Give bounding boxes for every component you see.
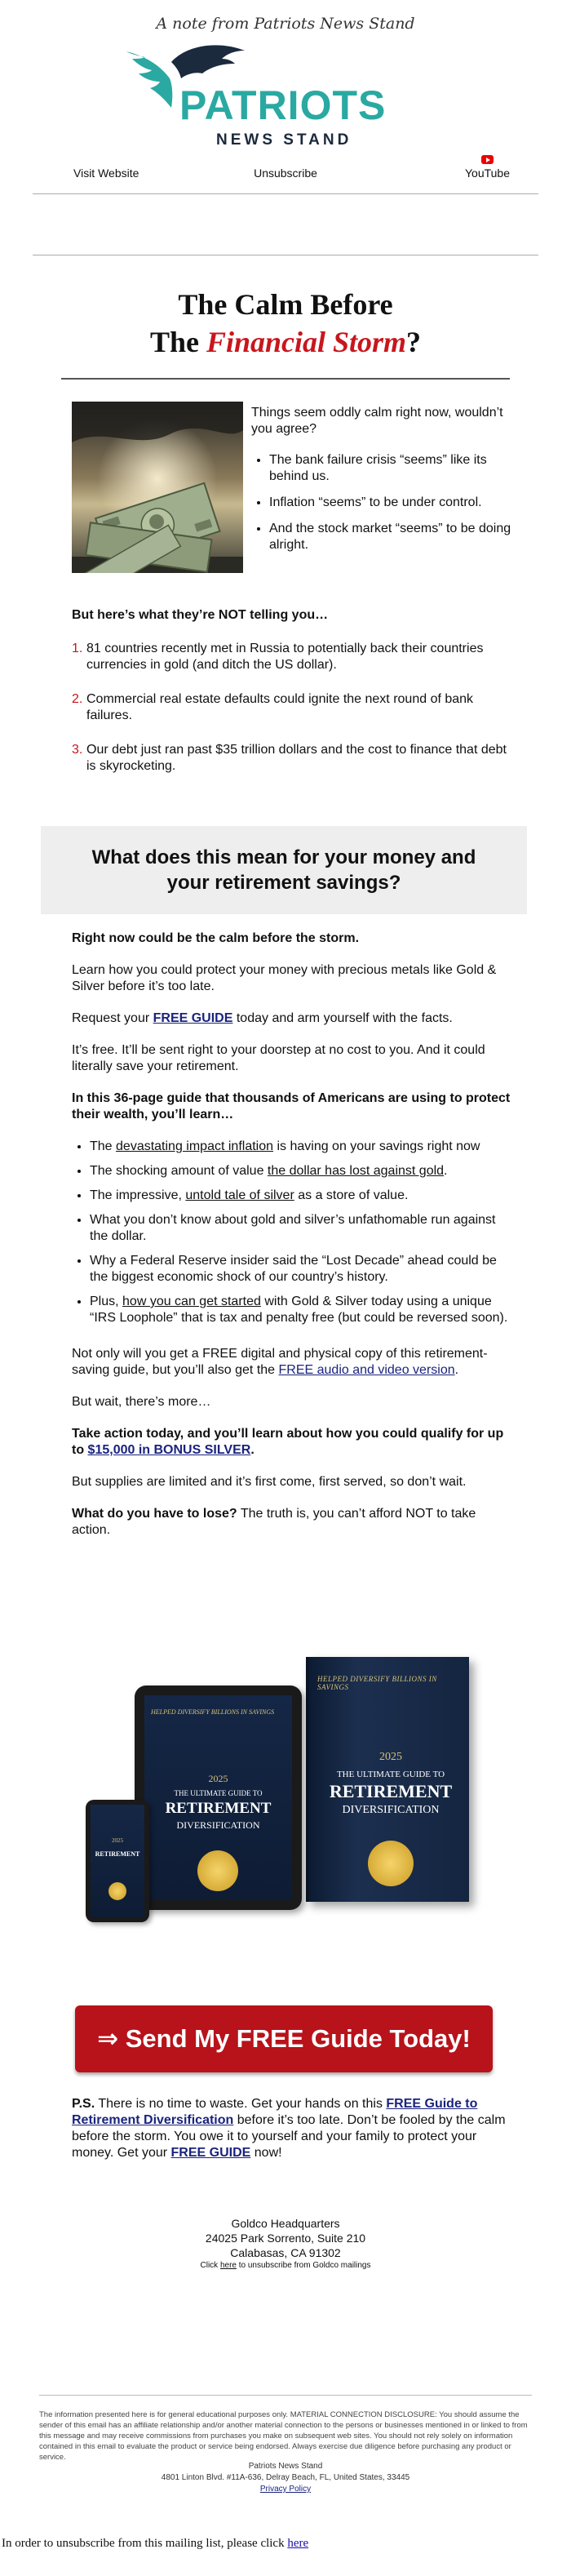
patriots-logo[interactable]	[122, 39, 449, 149]
list-item: • Why a Federal Reserve insider said the “Lost Decade” ahead could be the biggest economic shock of our country’s history.	[90, 1253, 512, 1286]
book-cover: HELPED DIVERSIFY BILLIONS IN SAVINGS 2025 THE ULTIMATE GUIDE TO RETIREMENT DIVERSIFICATION	[306, 1657, 469, 1902]
headline	[0, 286, 571, 361]
send-free-guide-button[interactable]: ⇒ Send My FREE Guide Today!	[75, 2005, 493, 2072]
intro-text	[251, 405, 512, 563]
list-item: • The shocking amount of value the dollar has lost against gold.	[90, 1163, 512, 1179]
guide-bullets	[72, 1139, 512, 1326]
privacy-policy-link[interactable]: Privacy Policy	[259, 2485, 312, 2494]
header-note: A note from Patriots News Stand	[156, 15, 415, 33]
wait-paragraph: But wait, there’s more…	[72, 1395, 211, 1409]
list-item: • What you don’t know about gold and silver’s unfathomable run against the dollar.	[90, 1212, 512, 1245]
bottom-unsubscribe: In order to unsubscribe from this mailing list, please click here	[2, 2537, 309, 2550]
divider	[61, 378, 510, 380]
free-paragraph: It’s free. It’ll be sent right to your doorstep at no cost to you. And it could literally save your retirement.	[72, 1043, 485, 1073]
not-only-paragraph: Not only will you get a FREE digital and physical copy of this retirement-saving guide, but you’ll also get the FREE audio and video version.	[72, 1347, 488, 1377]
youtube-link[interactable]	[440, 155, 534, 180]
list-item: • And the stock market “seems” to be doing alright.	[269, 521, 512, 553]
tablet-device: HELPED DIVERSIFY BILLIONS IN SAVINGS 2025 THE ULTIMATE GUIDE TO RETIREMENT DIVERSIFICATION	[135, 1686, 302, 1910]
unsubscribe-link[interactable]: Unsubscribe	[254, 167, 317, 180]
intro-lead: Things seem oddly calm right now, wouldn’t you agree?	[251, 406, 503, 436]
headline-line2: The Financial Storm?	[149, 326, 422, 358]
not-telling-heading: But here’s what they’re NOT telling you…	[72, 608, 329, 622]
logo-subtitle: NEWS STAND	[216, 131, 352, 149]
headline-line1: The Calm Before	[178, 288, 393, 321]
bonus-silver-link[interactable]: $15,000 in BONUS SILVER	[87, 1443, 251, 1457]
guide-link[interactable]: FREE Guide to Retirement Diversification	[72, 2097, 478, 2127]
phone-device: 2025 RETIREMENT	[86, 1800, 149, 1922]
top-nav	[33, 155, 538, 188]
list-item: • Plus, how you can get started with Gold & Silver today using a unique “IRS Loophole” that is tax and penalty free (but could be reversed soon).	[90, 1294, 512, 1326]
bottom-unsubscribe-link[interactable]: here	[287, 2537, 309, 2550]
visit-website-link[interactable]: Visit Website	[73, 167, 139, 180]
footer-address: Patriots News Stand 4801 Linton Blvd. #11A-636, Delray Beach, FL, United States, 33445 Privacy Policy	[161, 2462, 410, 2494]
list-item: 3. Our debt just ran past $35 trillion dollars and the cost to finance that debt is skyrocketing.	[72, 743, 507, 773]
divider	[39, 2395, 532, 2396]
list-item: 2. Commercial real estate defaults could ignite the next round of bank failures.	[72, 692, 474, 722]
body-copy	[72, 930, 512, 1554]
headline-highlight: Financial Storm	[206, 326, 407, 358]
request-paragraph: Request your FREE GUIDE today and arm yourself with the facts.	[72, 1011, 453, 1025]
guide-product-image[interactable]	[82, 1657, 473, 1934]
calm-heading: Right now could be the calm before the storm.	[72, 931, 360, 945]
ps-paragraph: P.S. There is no time to waste. Get your hands on this FREE Guide to Retirement Diversification before it’s too late. Don’t be fooled by the calm before the storm. You owe it to yourself and your family to protect your money. Get your FREE GUIDE now!	[72, 2097, 506, 2160]
sponsor-address: Goldco Headquarters 24025 Park Sorrento, Suite 210 Calabasas, CA 91302 Click here to unsubscribe from Goldco mailings	[200, 2217, 371, 2270]
list-item: 1. 81 countries recently met in Russia to potentially back their countries currencies in gold (and ditch the US dollar).	[72, 642, 484, 672]
list-item: • The impressive, untold tale of silver as a store of value.	[90, 1188, 512, 1204]
list-item: • Inflation “seems” to be under control.	[269, 495, 512, 511]
sponsor-unsubscribe-link[interactable]: here	[219, 2261, 237, 2270]
callout-box: What does this mean for your money and your retirement savings?	[41, 826, 527, 914]
list-item: • The bank failure crisis “seems” like its behind us.	[269, 452, 512, 485]
audio-video-link[interactable]: FREE audio and video version	[278, 1363, 455, 1377]
youtube-icon	[481, 155, 494, 164]
divider	[33, 193, 538, 194]
free-guide-link-ps[interactable]: FREE GUIDE	[170, 2146, 251, 2160]
free-guide-link[interactable]: FREE GUIDE	[153, 1011, 233, 1025]
storm-dollar-image[interactable]	[72, 402, 243, 573]
action-paragraph: Take action today, and you’ll learn about how you could qualify for up to $15,000 in BONUS SILVER.	[72, 1427, 504, 1457]
youtube-label: YouTube	[464, 167, 510, 180]
supplies-paragraph: But supplies are limited and it’s first come, first served, so don’t wait.	[72, 1475, 467, 1489]
intro-bullets	[251, 452, 512, 553]
not-telling-list	[72, 641, 512, 793]
disclaimer: The information presented here is for general educational purposes only. MATERIAL CONNECTION DISCLOSURE: You should assume the sender of this email has an affiliate relationship and/or another material connection to the persons or businesses mentioned in or linked to from this message and may receive commissions from purchases you make on subsequent web sites. You should not rely solely on information contained in this email to evaluate the product or service being endorsed. Always exercise due diligence before purchasing any product or service.	[39, 2410, 528, 2462]
learn-paragraph: Learn how you could protect your money with precious metals like Gold & Silver before it’s too late.	[72, 963, 497, 993]
lose-paragraph: What do you have to lose? The truth is, you can’t afford NOT to take action.	[72, 1507, 476, 1537]
guide-heading: In this 36-page guide that thousands of Americans are using to protect their wealth, you’ll learn…	[72, 1091, 511, 1121]
list-item: • The devastating impact inflation is having on your savings right now	[90, 1139, 512, 1155]
logo-wordmark: PATRIOTS	[179, 82, 387, 128]
